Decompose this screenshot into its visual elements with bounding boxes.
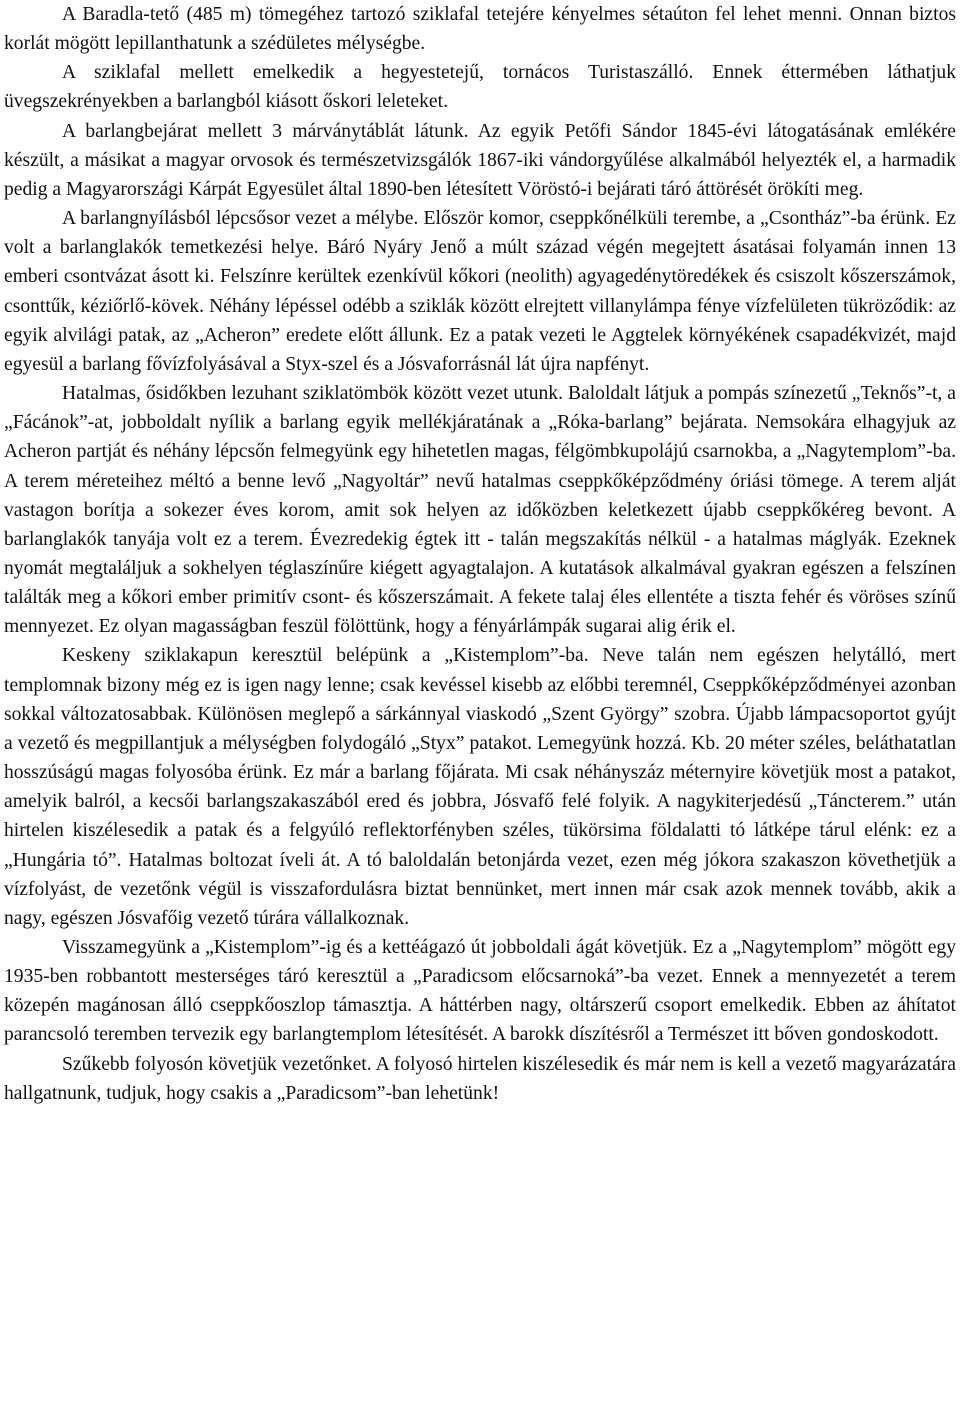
paragraph-kistemplom: Keskeny sziklakapun keresztül belépünk a „Kistemplom”-ba. Neve talán nem egészen helytálló, mert templomnak bizony még ez is igen nagy lenne; csak kevéssel kisebb az előbbi teremnél, Cseppkőképződményei azonban sokkal változatosabbak. Különösen meglepő a sárkánnyal viaskodó „Szent György” szobra. Újabb lámpacsoportot gyújt a vezető és megpillantjuk a mélységben folydogáló „Styx” patakot. Lemegyünk hozzá. Kb. 20 méter széles, beláthatatlan hosszúságú magas folyosóba érünk. Ez már a barlang főjárata. Mi csak néhányszáz méternyire követjük most a patakot, amelyik balról, a kecsői barlangszakaszából ered és jobbra, Jósvafő felé folyik. A nagykiterjedésű „Táncterem.” után hirtelen kiszélesedik a patak és a felgyúló reflektorfényben széles, tükörsima földalatti tó látképe tárul elénk: ez a „Hungária tó”. Hatalmas boltozat íveli át. A tó baloldalán betonjárda vezet, ezen még jókora szakaszon követhetjük a vízfolyást, de vezetőnk végül is visszafordulásra biztat bennünket, mert innen már csak azok mennek tovább, akik a nagy, egészen Jósvafőig vezető túrára vállalkoznak. <box>4 645 956 929</box>
paragraph-paradicsom-elocsarnok: Visszamegyünk a „Kistemplom”-ig és a kettéágazó út jobboldali ágát követjük. Ez a „Nagytemplom” mögött egy 1935-ben robbantott mesterséges táró keresztül a „Paradicsom előcsarnoká”-ba vezet. Ennek a mennyezetét a terem közepén magánosan álló cseppkőoszlop támasztja. A háttérben nagy, oltárszerű csoport emelkedik. Ebben az áhítatot parancsoló teremben tervezik egy barlangtemplom létesítését. A barokk díszítésről a Természet itt bőven gondoskodott. <box>4 937 956 1046</box>
paragraph-csonthaz: A barlangnyílásból lépcsősor vezet a mélybe. Először komor, cseppkőnélküli terembe, a „Csontház”-ba érünk. Ez volt a barlanglakók temetkezési helye. Báró Nyáry Jenő a múlt század végén megejtett ásatásai folyamán innen 13 emberi csontvázat ásott ki. Felszínre kerültek ezenkívül kőkori (neolith) agyagedénytöredékek és csiszolt kőszerszámok, csonttűk, kéziőrlő-kövek. Néhány lépéssel odébb a sziklák között elrejtett villanylámpa fénye vízfelületen tükröződik: az egyik alvilági patak, az „Acheron” eredete előtt állunk. Ez a patak vezeti le Aggtelek környékének csapadékvizét, majd egyesül a barlang fővízfolyásával a Styx-szel és a Jósvaforrásnál lát újra napfényt. <box>4 208 956 375</box>
paragraph-turistaszallo: A sziklafal mellett emelkedik a hegyestetejű, tornácos Turistaszálló. Ennek éttermében láthatjuk üvegszekrényekben a barlangból kiásott őskori leleteket. <box>4 62 956 113</box>
paragraph-marvanytablak: A barlangbejárat mellett 3 márványtáblát látunk. Az egyik Petőfi Sándor 1845-évi látogatásának emlékére készült, a másikat a magyar orvosok és természetvizsgálók 1867-iki vándorgyűlése alkalmából helyezték el, a harmadik pedig a Magyarországi Kárpát Egyesület által 1890-ben létesített Vöröstó-i bejárati táró áttörését örökíti meg. <box>4 120 956 200</box>
document-page <box>4 0 956 1108</box>
paragraph-paradicsom: Szűkebb folyosón követjük vezetőnket. A folyosó hirtelen kiszélesedik és már nem is kell a vezető magyarázatára hallgatnunk, tudjuk, hogy csakis a „Paradicsom”-ban lehetünk! <box>4 1053 956 1104</box>
paragraph-nagytemplom: Hatalmas, ősidőkben lezuhant sziklatömbök között vezet utunk. Baloldalt látjuk a pompás színezetű „Teknős”-t, a „Fácánok”-at, jobboldalt nyílik a barlang egyik mellékjáratának a „Róka-barlang” bejárata. Nemsokára elhagyjuk az Acheron partját és néhány lépcsőn felmegyünk egy hihetetlen magas, félgömbkupolájú csarnokba, a „Nagytemplom”-ba. A terem méreteihez méltó a benne levő „Nagyoltár” nevű hatalmas cseppkőképződmény óriási tömege. A terem alját vastagon borítja a sokezer éves korom, amit sok helyen az időközben keletkezett újabb cseppkőkéreg bevont. A barlanglakók tanyája volt ez a terem. Évezredekig égtek itt - talán megszakítás nélkül - a hatalmas máglyák. Ezeknek nyomát megtaláljuk a sokhelyen téglaszínűre kiégett agyagtalajon. A kutatások alkalmával gyakran egészen a felszínen találták meg a kőkori ember primitív csont- és kőszerszámait. A fekete talaj éles ellentéte a tiszta fehér és vöröses színű mennyezet. Ez olyan magasságban feszül fölöttünk, hogy a fényárlámpák sugarai alig érik el. <box>4 383 956 638</box>
paragraph-baradla-teto: A Baradla-tető (485 m) tömegéhez tartozó sziklafal tetejére kényelmes sétaúton fel lehet menni. Onnan biztos korlát mögött lepillanthatunk a szédületes mélységbe. <box>4 4 956 55</box>
